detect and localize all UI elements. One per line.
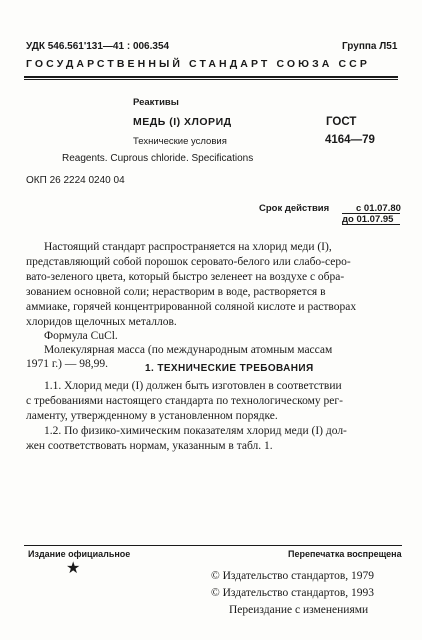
- molecular-mass-line: Молекулярная масса (по международным атомным массам: [44, 344, 333, 356]
- intro-line: вато-зеленого цвета, который быстро зеленеет на воздухе с обра-: [26, 271, 345, 283]
- section-line: жен соответствовать нормам, указанным в табл. 1.: [26, 440, 273, 452]
- intro-line: представляющий собой порошок серовато-белого или слабо-серо-: [26, 256, 351, 268]
- section-title: 1. ТЕХНИЧЕСКИЕ ТРЕБОВАНИЯ: [145, 363, 314, 374]
- reprint-prohibited-label: Перепечатка воспрещена: [288, 549, 402, 559]
- copyright-1993: © Издательство стандартов, 1993: [211, 587, 375, 599]
- formula-line: Формула CuCl.: [44, 330, 118, 342]
- udk-code: УДК 546.561'131—41 : 006.354: [26, 41, 170, 52]
- reissue-note: Переиздание с изменениями: [229, 604, 369, 616]
- validity-label: Срок действия: [259, 203, 330, 214]
- english-title: Reagents. Cuprous chloride. Specifications: [62, 153, 254, 164]
- intro-line: Настоящий стандарт распространяется на хлорид меди (I),: [44, 241, 332, 253]
- intro-line: хлоридов щелочных металлов.: [26, 316, 177, 328]
- section-line: ламенту, утвержденному в установленном порядке.: [26, 410, 278, 422]
- gost-number: 4164—79: [325, 134, 375, 146]
- gost-label: ГОСТ: [326, 116, 357, 128]
- validity-rule-bottom: [342, 224, 400, 225]
- document-subtitle: Технические условия: [133, 136, 227, 147]
- validity-from: с 01.07.80: [356, 203, 401, 214]
- intro-line: аммиаке, горячей концентрированной соляной кислоте и растворах: [26, 301, 357, 313]
- molecular-mass-line-2: 1971 г.) — 98,99.: [26, 358, 108, 370]
- section-line: 1.2. По физико-химическим показателям хлорид меди (I) дол-: [44, 425, 347, 437]
- group-code: Группа Л51: [342, 41, 398, 52]
- state-standard-heading: ГОСУДАРСТВЕННЫЙ СТАНДАРТ СОЮЗА ССР: [26, 58, 370, 70]
- header-rule-thin: [24, 79, 398, 80]
- star-icon: ★: [66, 560, 81, 577]
- intro-line: зованием основной соли; нерастворим в воде, растворяется в: [26, 286, 326, 298]
- okp-code: ОКП 26 2224 0240 04: [26, 175, 125, 186]
- validity-to: до 01.07.95: [342, 214, 394, 225]
- header-rule-thick: [24, 76, 398, 78]
- official-edition-label: Издание официальное: [28, 549, 131, 559]
- copyright-1979: © Издательство стандартов, 1979: [211, 570, 375, 582]
- section-line: 1.1. Хлорид меди (I) должен быть изготовлен в соответствии: [44, 380, 342, 392]
- footer-rule: [24, 545, 402, 546]
- category-label: Реактивы: [133, 97, 179, 108]
- document-title: МЕДЬ (I) ХЛОРИД: [133, 116, 232, 128]
- section-line: с требованиями настоящего стандарта по технологическому рег-: [26, 395, 343, 407]
